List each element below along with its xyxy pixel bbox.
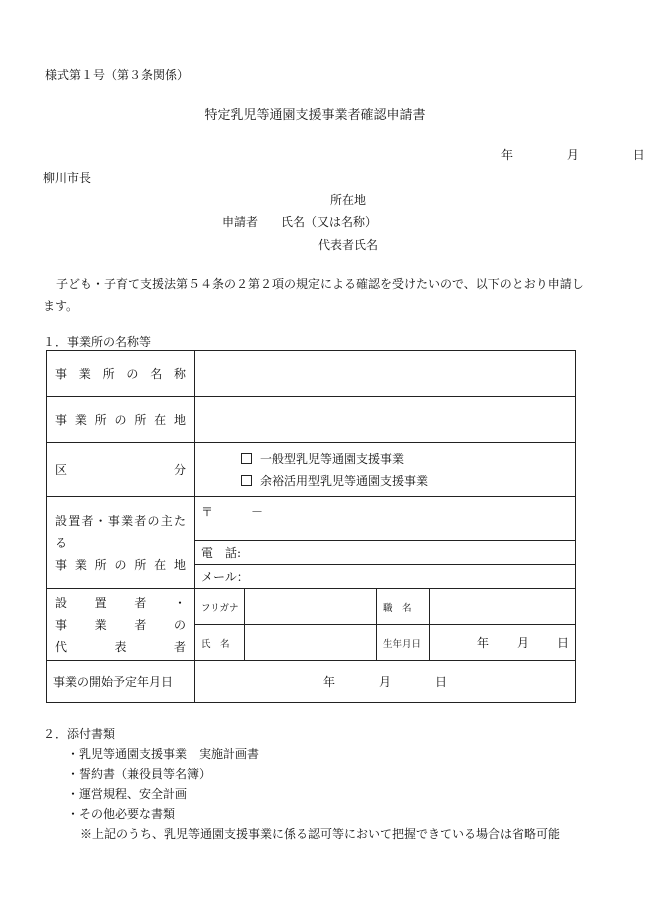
application-statement: 子ども・子育て支援法第５４条の２第２項の規定による確認を受けたいので、以下のとおり申請します。 xyxy=(43,277,584,313)
start-date-label: 事業の開始予定年月日 xyxy=(47,661,195,703)
section2-heading: ２．添付書類 xyxy=(43,727,116,741)
table-row xyxy=(47,661,576,703)
applicant-name-label: 氏名（又は名称） xyxy=(281,215,378,229)
table-row xyxy=(47,589,576,625)
checkbox[interactable] xyxy=(241,453,252,464)
category-option-surplus[interactable]: 余裕活用型乳児等通園支援事業 xyxy=(195,470,575,492)
representative-name-label: 代表者氏名 xyxy=(318,238,379,252)
postal-code-field[interactable] xyxy=(195,497,576,541)
postal-dash: － xyxy=(251,505,264,519)
date-month-label: 月 xyxy=(566,148,579,162)
date-year-label: 年 xyxy=(501,148,514,162)
furigana-field[interactable] xyxy=(245,589,377,625)
birthdate-field[interactable]: 年 月 日 xyxy=(430,625,576,661)
email-field[interactable]: メール： xyxy=(195,565,576,589)
attachment-note: ※上記のうち、乳児等通園支援事業に係る認可等において把握できている場合は省略可能 xyxy=(80,827,561,841)
applicant-address-label: 所在地 xyxy=(330,193,367,207)
rep-name-field[interactable] xyxy=(245,625,377,661)
attachment-item: ・運営規程、安全計画 xyxy=(67,787,188,801)
office-location-field[interactable] xyxy=(195,397,576,443)
position-field[interactable] xyxy=(430,589,576,625)
postal-mark: 〒 xyxy=(201,505,214,519)
table-row xyxy=(47,397,576,443)
attachment-item: ・乳児等通園支援事業 実施計画書 xyxy=(67,747,260,761)
office-location-label: 事業所の所在地 xyxy=(47,397,195,443)
date-day-label: 日 xyxy=(632,148,645,162)
checkbox[interactable] xyxy=(241,475,252,486)
phone-field[interactable]: 電 話: xyxy=(195,541,576,565)
category-label: 区分 xyxy=(47,443,195,497)
attachment-item: ・誓約書（兼役員等名簿） xyxy=(67,767,212,781)
office-name-field[interactable] xyxy=(195,351,576,397)
start-date-field[interactable]: 年 月 日 xyxy=(195,661,576,703)
category-option-general[interactable]: 一般型乳児等通園支援事業 xyxy=(195,448,575,470)
table-row xyxy=(47,497,576,541)
document-title: 特定乳児等通園支援事業者確認申請書 xyxy=(204,108,426,123)
table-row xyxy=(47,443,576,497)
section1-heading: １．事業所の名称等 xyxy=(43,335,152,349)
birthdate-label: 生年月日 xyxy=(377,625,430,661)
representative-label: 設置者・ 事業者の 代表者 xyxy=(47,589,195,661)
table-row xyxy=(47,351,576,397)
office-info-table xyxy=(46,350,576,703)
addressee: 柳川市長 xyxy=(43,171,92,185)
category-options xyxy=(195,443,576,497)
application-date xyxy=(501,149,645,161)
attachment-item: ・その他必要な書類 xyxy=(67,807,176,821)
main-office-location-label: 設置者・事業者の主たる 事業所の所在地 xyxy=(47,497,195,589)
furigana-label: フリガナ xyxy=(195,589,245,625)
office-name-label: 事業所の名称 xyxy=(47,351,195,397)
rep-name-label: 氏 名 xyxy=(195,625,245,661)
applicant-label: 申請者 xyxy=(222,215,259,229)
form-number: 様式第１号（第３条関係） xyxy=(45,68,190,82)
position-label: 職 名 xyxy=(377,589,430,625)
